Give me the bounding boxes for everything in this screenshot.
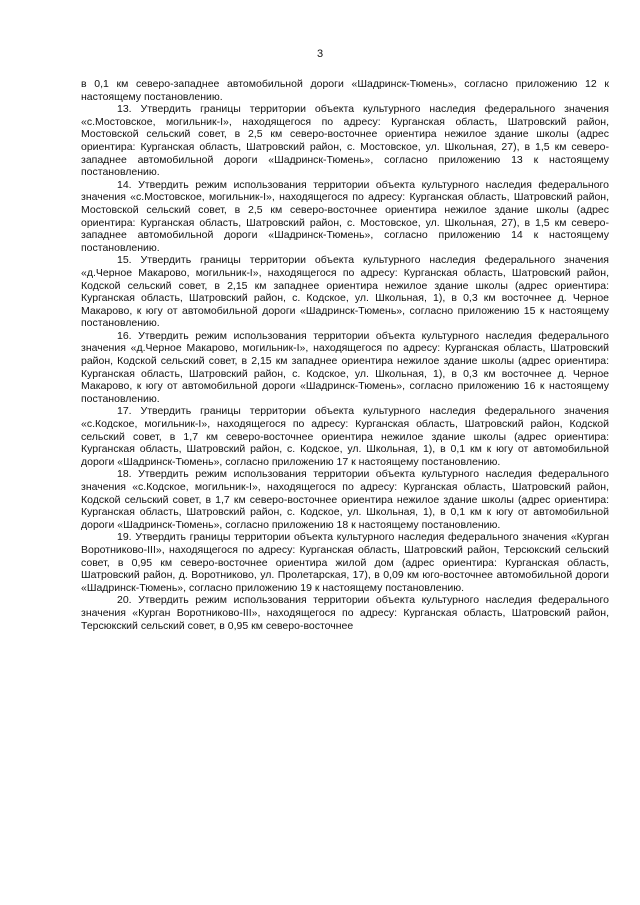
paragraph-14: 14. Утвердить режим использования территории объекта культурного наследия федерального значения «с.Мостовское, могильник-I», находящегося по адресу: Курганская область, Шатровский район, Мостовской сельский совет, в 2,5 км северо-восточнее ориентира нежилое здание школы (адрес ориентира: Курганская область, Шатровский район, с. Мостовское, ул. Школьная, 27), в 1,5 км северо-западнее автомобильной дороги «Шадринск-Тюмень», согласно приложению 14 к настоящему постановлению.: [81, 178, 609, 254]
paragraph-continuation: в 0,1 км северо-западнее автомобильной дороги «Шадринск-Тюмень», согласно приложению 12 к настоящему постановлению.: [81, 78, 609, 103]
paragraph-19: 19. Утвердить границы территории объекта культурного наследия федерального значения «Курган Воротниково-III», находящегося по адресу: Курганская область, Шатровский район, Терсюкский сельский совет, в 0,95 км северо-восточнее ориентира жилой дом (адрес ориентира: Курганская область, Шатровский район, д. Воротниково, ул. Пролетарская, 17), в 0,09 км юго-восточнее автомобильной дороги «Шадринск-Тюмень», согласно приложению 19 к настоящему постановлению.: [81, 531, 609, 594]
paragraph-18: 18. Утвердить режим использования территории объекта культурного наследия федерального значения «с.Кодское, могильник-I», находящегося по адресу: Курганская область, Шатровский район, Кодской сельский совет, в 1,7 км северо-восточнее ориентира нежилое здание школы (адрес ориентира: Курганская область, Шатровский район, с. Кодское, ул. Школьная, 1), в 0,1 км к югу от автомобильной дороги «Шадринск-Тюмень», согласно приложению 18 к настоящему постановлению.: [81, 468, 609, 531]
paragraph-15: 15. Утвердить границы территории объекта культурного наследия федерального значения «д.Черное Макарово, могильник-I», находящегося по адресу: Курганская область, Шатровский район, Кодской сельский совет, в 2,15 км западнее ориентира нежилое здание школы (адрес ориентира: Курганская область, Шатровский район, с. Кодское, ул. Школьная, 1), в 0,3 км восточнее д. Черное Макарово, к югу от автомобильной дороги «Шадринск-Тюмень», согласно приложению 15 к настоящему постановлению.: [81, 254, 609, 330]
paragraph-13: 13. Утвердить границы территории объекта культурного наследия федерального значения «с.Мостовское, могильник-I», находящегося по адресу: Курганская область, Шатровский район, Мостовской сельский совет, в 2,5 км северо-восточнее ориентира нежилое здание школы (адрес ориентира: Курганская область, Шатровский район, с. Мостовское, ул. Школьная, 27), в 1,5 км северо-западнее автомобильной дороги «Шадринск-Тюмень», согласно приложению 13 к настоящему постановлению.: [81, 103, 609, 179]
paragraph-16: 16. Утвердить режим использования территории объекта культурного наследия федерального значения «д.Черное Макарово, могильник-I», находящегося по адресу: Курганская область, Шатровский район, Кодской сельский совет, в 2,15 км западнее ориентира нежилое здание школы (адрес ориентира: Курганская область, Шатровский район, с. Кодское, ул. Школьная, 1), в 0,3 км восточнее д. Черное Макарово, к югу от автомобильной дороги «Шадринск-Тюмень», согласно приложению 16 к настоящему постановлению.: [81, 329, 609, 405]
paragraph-17: 17. Утвердить границы территории объекта культурного наследия федерального значения «с.Кодское, могильник-I», находящегося по адресу: Курганская область, Шатровский район, Кодской сельский совет, в 1,7 км северо-восточнее ориентира нежилое здание школы (адрес ориентира: Курганская область, Шатровский район, с. Кодское, ул. Школьная, 1), в 0,1 км к югу от автомобильной дороги «Шадринск-Тюмень», согласно приложению 17 к настоящему постановлению.: [81, 405, 609, 468]
page-number: 3: [316, 48, 324, 60]
document-body: [81, 78, 609, 632]
paragraph-20: 20. Утвердить режим использования территории объекта культурного наследия федерального значения «Курган Воротниково-III», находящегося по адресу: Курганская область, Шатровский район, Терсюкский сельский совет, в 0,95 км северо-восточнее: [81, 594, 609, 632]
